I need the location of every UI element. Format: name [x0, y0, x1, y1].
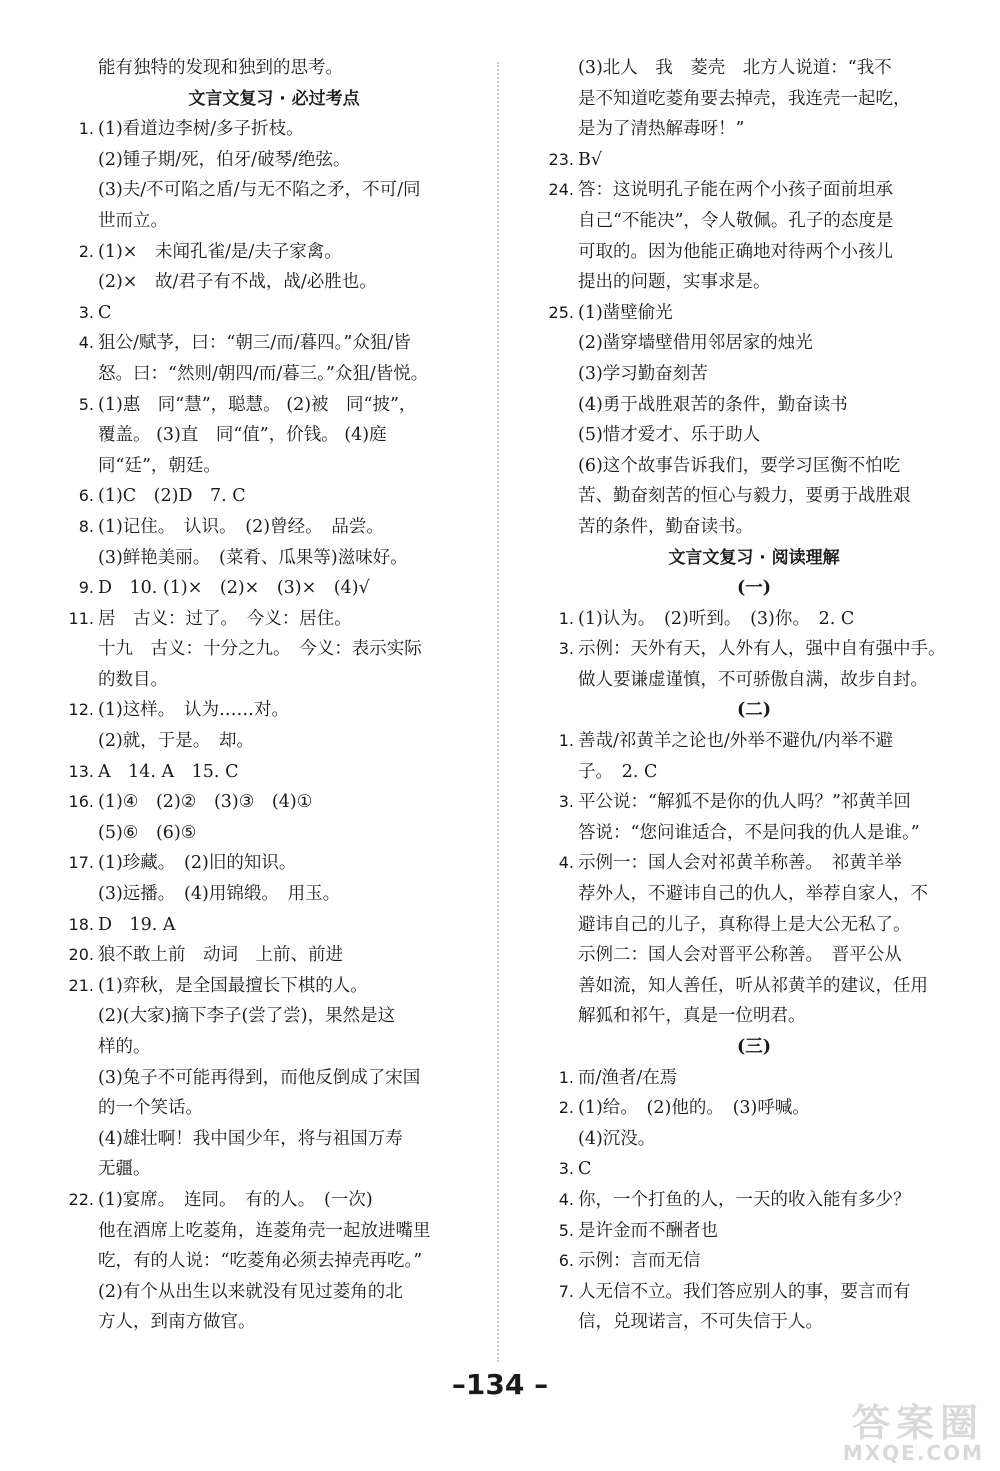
answer-text: 可取的。因为他能正确地对待两个小孩儿	[578, 241, 893, 262]
answer-line	[54, 910, 494, 941]
answer-text: (3)学习勤奋刻苦	[578, 363, 708, 384]
answer-line	[534, 1216, 974, 1247]
watermark-title: 答案圈	[851, 1401, 984, 1445]
answer-text: D 19. A	[98, 914, 176, 935]
answer-line	[54, 359, 494, 390]
answer-line	[534, 634, 974, 665]
column-divider	[497, 62, 499, 1362]
question-number: 12.	[68, 700, 94, 720]
answer-line	[54, 1307, 494, 1338]
answer-line	[534, 53, 974, 84]
answer-line	[534, 237, 974, 268]
answer-text: 狙公/赋芧，曰：“朝三/而/暮四。”众狙/皆	[98, 333, 411, 354]
question-number: 25.	[548, 302, 574, 322]
question-number: 3.	[558, 792, 574, 812]
answer-text: (1)× 未闻孔雀/是/夫子家禽。	[98, 241, 342, 262]
answer-line	[54, 512, 494, 543]
answer-text: (3)北人 我 菱壳 北方人说道：“我不	[578, 58, 892, 78]
answer-line	[54, 53, 494, 84]
answer-line	[534, 1307, 974, 1338]
answer-line	[534, 940, 974, 971]
answer-text: 苦的条件，勤奋读书。	[578, 516, 753, 537]
right-column	[534, 53, 974, 1338]
question-number: 23.	[548, 149, 574, 169]
answer-line	[534, 481, 974, 512]
subsection-heading: (三)	[736, 1037, 772, 1057]
answer-text: D 10. (1)× (2)× (3)× (4)√	[98, 578, 370, 599]
answer-line	[54, 757, 494, 788]
answer-line	[54, 726, 494, 757]
answer-text: (2)就，于是。 却。	[98, 731, 255, 752]
answer-text: (1)认为。 (2)听到。 (3)你。 2. C	[578, 608, 855, 629]
section-heading: 文言文复习 · 阅读理解	[668, 547, 840, 568]
watermark-site: MXQE.COM	[842, 1441, 984, 1465]
answer-line	[54, 665, 494, 696]
answer-text: (2)× 故/君子有不战，战/必胜也。	[98, 272, 377, 293]
question-number: 17.	[68, 853, 94, 873]
answer-line	[534, 879, 974, 910]
answer-line	[534, 1185, 974, 1216]
question-number: 13.	[68, 761, 94, 781]
answer-line	[54, 1277, 494, 1308]
answer-line	[534, 726, 974, 757]
answer-line	[534, 1124, 974, 1155]
question-number: 21.	[68, 975, 94, 995]
answer-text: (1)宴席。 连同。 有的人。 (一次)	[98, 1189, 373, 1210]
answer-line	[54, 1154, 494, 1185]
section-heading: 文言文复习 · 必过考点	[188, 88, 360, 109]
answer-line	[54, 1032, 494, 1063]
question-number: 6.	[558, 1251, 574, 1271]
answer-line	[54, 573, 494, 604]
answer-text: 子。 2. C	[578, 761, 658, 782]
answer-line	[534, 1093, 974, 1124]
answer-line	[534, 206, 974, 237]
answer-text: 是许金而不酬者也	[578, 1220, 718, 1241]
answer-line	[534, 298, 974, 329]
answer-text: 做人要谦虚谨慎，不可骄傲自满，故步自封。	[578, 669, 928, 690]
answer-text: 的一个笑话。	[98, 1098, 203, 1119]
answer-text: 无疆。	[98, 1159, 151, 1180]
answer-text: 人无信不立。我们答应别人的事，要言而有	[578, 1281, 911, 1302]
answer-text: (5)⑥ (6)⑤	[98, 822, 197, 843]
answer-text: 善如流，知人善任，听从祁黄羊的建议，任用	[578, 975, 928, 996]
answer-line	[54, 114, 494, 145]
answer-text: 示例：天外有天，人外有人，强中自有强中手。	[578, 639, 946, 660]
answer-text: (1)这样。 认为……对。	[98, 700, 290, 721]
answer-text: (5)惜才爱才、乐于助人	[578, 425, 761, 446]
answer-line	[54, 1001, 494, 1032]
question-number: 3.	[558, 1159, 574, 1179]
answer-text: 覆盖。 (3)直 同“值”，价钱。 (4)庭	[98, 425, 387, 446]
answer-line	[534, 114, 974, 145]
answer-text: (1)弈秋，是全国最擅长下棋的人。	[98, 975, 368, 996]
answer-text: 怒。曰：“然则/朝四/而/暮三。”众狙/皆悦。	[98, 363, 429, 384]
answer-text: (4)沉没。	[578, 1128, 656, 1149]
question-number: 6.	[78, 486, 94, 506]
answer-text: 狼不敢上前 动词 上前、前进	[98, 945, 343, 966]
answer-line	[534, 512, 974, 543]
answer-text: 吃，有的人说：“吃菱角必须去掉壳再吃。”	[98, 1251, 423, 1272]
answer-line	[534, 84, 974, 115]
answer-text: (3)远播。 (4)用锦缎。 用玉。	[98, 884, 341, 905]
answer-line	[534, 451, 974, 482]
answer-line	[534, 390, 974, 421]
answer-text: (1)惠 同“慧”，聪慧。 (2)被 同“披”，	[98, 394, 417, 415]
question-number: 18.	[68, 914, 94, 934]
question-number: 1.	[558, 731, 574, 751]
answer-line	[534, 420, 974, 451]
question-number: 2.	[558, 1098, 574, 1118]
answer-line	[54, 420, 494, 451]
answer-text: 居 古义：过了。 今义：居住。	[98, 608, 352, 629]
answer-line	[534, 1063, 974, 1094]
answer-line	[534, 848, 974, 879]
answer-text: 示例一：国人会对祁黄羊称善。 祁黄羊举	[578, 853, 902, 874]
answer-text: (1)④ (2)② (3)③ (4)①	[98, 792, 313, 813]
answer-line	[54, 390, 494, 421]
answer-line	[534, 1154, 974, 1185]
question-number: 9.	[78, 578, 94, 598]
answer-text: 示例二：国人会对晋平公称善。 晋平公从	[578, 945, 902, 966]
answer-line	[534, 910, 974, 941]
answer-text: C	[578, 1159, 592, 1180]
question-number: 1.	[558, 608, 574, 628]
answer-text: (4)勇于战胜艰苦的条件，勤奋读书	[578, 394, 848, 415]
answer-text: 示例：言而无信	[578, 1251, 701, 1272]
answer-line	[534, 787, 974, 818]
watermark-logo	[842, 1401, 984, 1465]
answer-text: 自己“不能决”，令人敬佩。孔子的态度是	[578, 210, 894, 231]
answer-line	[534, 604, 974, 635]
answer-line	[54, 1093, 494, 1124]
answer-line	[54, 1246, 494, 1277]
answer-line	[534, 971, 974, 1002]
question-number: 22.	[68, 1189, 94, 1209]
question-number: 8.	[78, 516, 94, 536]
answer-text: 的数目。	[98, 669, 168, 690]
question-number: 7.	[558, 1281, 574, 1301]
question-number: 3.	[558, 639, 574, 659]
answer-line	[534, 267, 974, 298]
answer-text: (2)有个从出生以来就没有见过菱角的北	[98, 1281, 403, 1302]
answer-line	[54, 971, 494, 1002]
answer-text: 提出的问题，实事求是。	[578, 272, 771, 293]
question-number: 1.	[78, 119, 94, 139]
answer-text: 世而立。	[98, 210, 168, 231]
answer-line	[534, 328, 974, 359]
answer-line	[54, 634, 494, 665]
answer-line	[54, 1124, 494, 1155]
question-number: 2.	[78, 241, 94, 261]
question-number: 4.	[78, 333, 94, 353]
answer-text: 十九 古义：十分之九。 今义：表示实际	[98, 639, 422, 660]
answer-text: (1)给。 (2)他的。 (3)呼喊。	[578, 1098, 810, 1119]
answer-line	[54, 267, 494, 298]
answer-line	[54, 940, 494, 971]
answer-text: 荐外人，不避讳自己的仇人，举荐自家人，不	[578, 884, 928, 905]
answer-text: 解狐和祁午，真是一位明君。	[578, 1006, 806, 1027]
answer-text: (4)雄壮啊！我中国少年，将与祖国万寿	[98, 1128, 403, 1149]
question-number: 11.	[68, 608, 94, 628]
answer-line	[534, 818, 974, 849]
answer-text: 是为了清热解毒呀！”	[578, 119, 745, 140]
answer-line	[534, 757, 974, 788]
answer-line	[534, 175, 974, 206]
answer-line	[54, 1216, 494, 1247]
answer-line	[54, 175, 494, 206]
answer-text: 能有独特的发现和独到的思考。	[98, 58, 343, 78]
question-number: 4.	[558, 853, 574, 873]
answer-line	[534, 665, 974, 696]
answer-line	[534, 145, 974, 176]
answer-text: (1)记住。 认识。 (2)曾经。 品尝。	[98, 516, 384, 537]
subsection-heading: (一)	[736, 578, 772, 599]
answer-text: (1)珍藏。 (2)旧的知识。	[98, 853, 297, 874]
answer-line	[54, 145, 494, 176]
answer-text: (3)鲜艳美丽。 (菜肴、瓜果等)滋味好。	[98, 547, 408, 568]
subsection-heading: (二)	[736, 700, 772, 721]
answer-text: (1)看道边李树/多子折枝。	[98, 119, 304, 140]
answer-text: (6)这个故事告诉我们，要学习匡衡不怕吃	[578, 455, 901, 476]
answer-text: B√	[578, 149, 603, 170]
answer-text: (2)锺子期/死，伯牙/破琴/绝弦。	[98, 149, 351, 170]
answer-line	[534, 1246, 974, 1277]
answer-text: A 14. A 15. C	[98, 761, 239, 782]
answer-line	[54, 543, 494, 574]
answer-line	[54, 787, 494, 818]
answer-text: 答：这说明孔子能在两个小孩子面前坦承	[578, 180, 893, 201]
question-number: 16.	[68, 792, 94, 812]
answer-text: (3)夫/不可陷之盾/与无不陷之矛，不可/同	[98, 180, 421, 201]
answer-text: 信，兑现诺言，不可失信于人。	[578, 1312, 823, 1333]
answer-line	[54, 879, 494, 910]
question-number: 24.	[548, 180, 574, 200]
answer-line	[534, 1277, 974, 1308]
answer-text: 你，一个打鱼的人，一天的收入能有多少？	[578, 1189, 911, 1210]
answer-line	[54, 1185, 494, 1216]
left-column	[54, 53, 494, 1338]
question-number: 5.	[558, 1220, 574, 1240]
answer-text: 而/渔者/在焉	[578, 1067, 678, 1088]
answer-text: 善哉/祁黄羊之论也/外举不避仇/内举不避	[578, 731, 894, 752]
answer-text: C	[98, 302, 112, 323]
answer-line	[54, 328, 494, 359]
answer-text: 避讳自己的儿子，真称得上是大公无私了。	[578, 914, 911, 935]
answer-line	[534, 359, 974, 390]
answer-line	[534, 1001, 974, 1032]
answer-text: 样的。	[98, 1037, 151, 1057]
question-number: 1.	[558, 1067, 574, 1087]
answer-text: (1)凿壁偷光	[578, 302, 673, 323]
answer-line	[54, 1063, 494, 1094]
answer-text: 是不知道吃菱角要去掉壳，我连壳一起吃，	[578, 88, 911, 109]
answer-text: 苦、勤奋刻苦的恒心与毅力，要勇于战胜艰	[578, 486, 911, 507]
answer-text: (2)凿穿墙壁借用邻居家的烛光	[578, 333, 813, 354]
question-number: 3.	[78, 302, 94, 322]
answer-line	[54, 206, 494, 237]
answer-line	[54, 695, 494, 726]
answer-text: (1)C (2)D 7. C	[98, 486, 246, 507]
answer-text: (3)兔子不可能再得到，而他反倒成了宋国	[98, 1067, 421, 1088]
answer-line	[54, 237, 494, 268]
answer-line	[54, 451, 494, 482]
answer-text: 平公说：“解狐不是你的仇人吗？”祁黄羊回	[578, 792, 911, 813]
answer-line	[54, 818, 494, 849]
question-number: 4.	[558, 1189, 574, 1209]
answer-line	[54, 481, 494, 512]
answer-line	[54, 848, 494, 879]
answer-text: 方人，到南方做官。	[98, 1312, 256, 1333]
answer-text: 答说：“您问谁适合，不是问我的仇人是谁。”	[578, 822, 920, 843]
answer-text: (2)(大家)摘下李子(尝了尝)，果然是这	[98, 1006, 396, 1027]
page-number: –134 –	[451, 1368, 549, 1401]
answer-line	[54, 604, 494, 635]
question-number: 5.	[78, 394, 94, 414]
question-number: 20.	[68, 945, 94, 965]
answer-text: 他在酒席上吃菱角，连菱角壳一起放进嘴里	[98, 1220, 431, 1241]
answer-text: 同“廷”，朝廷。	[98, 455, 221, 476]
answer-line	[54, 298, 494, 329]
